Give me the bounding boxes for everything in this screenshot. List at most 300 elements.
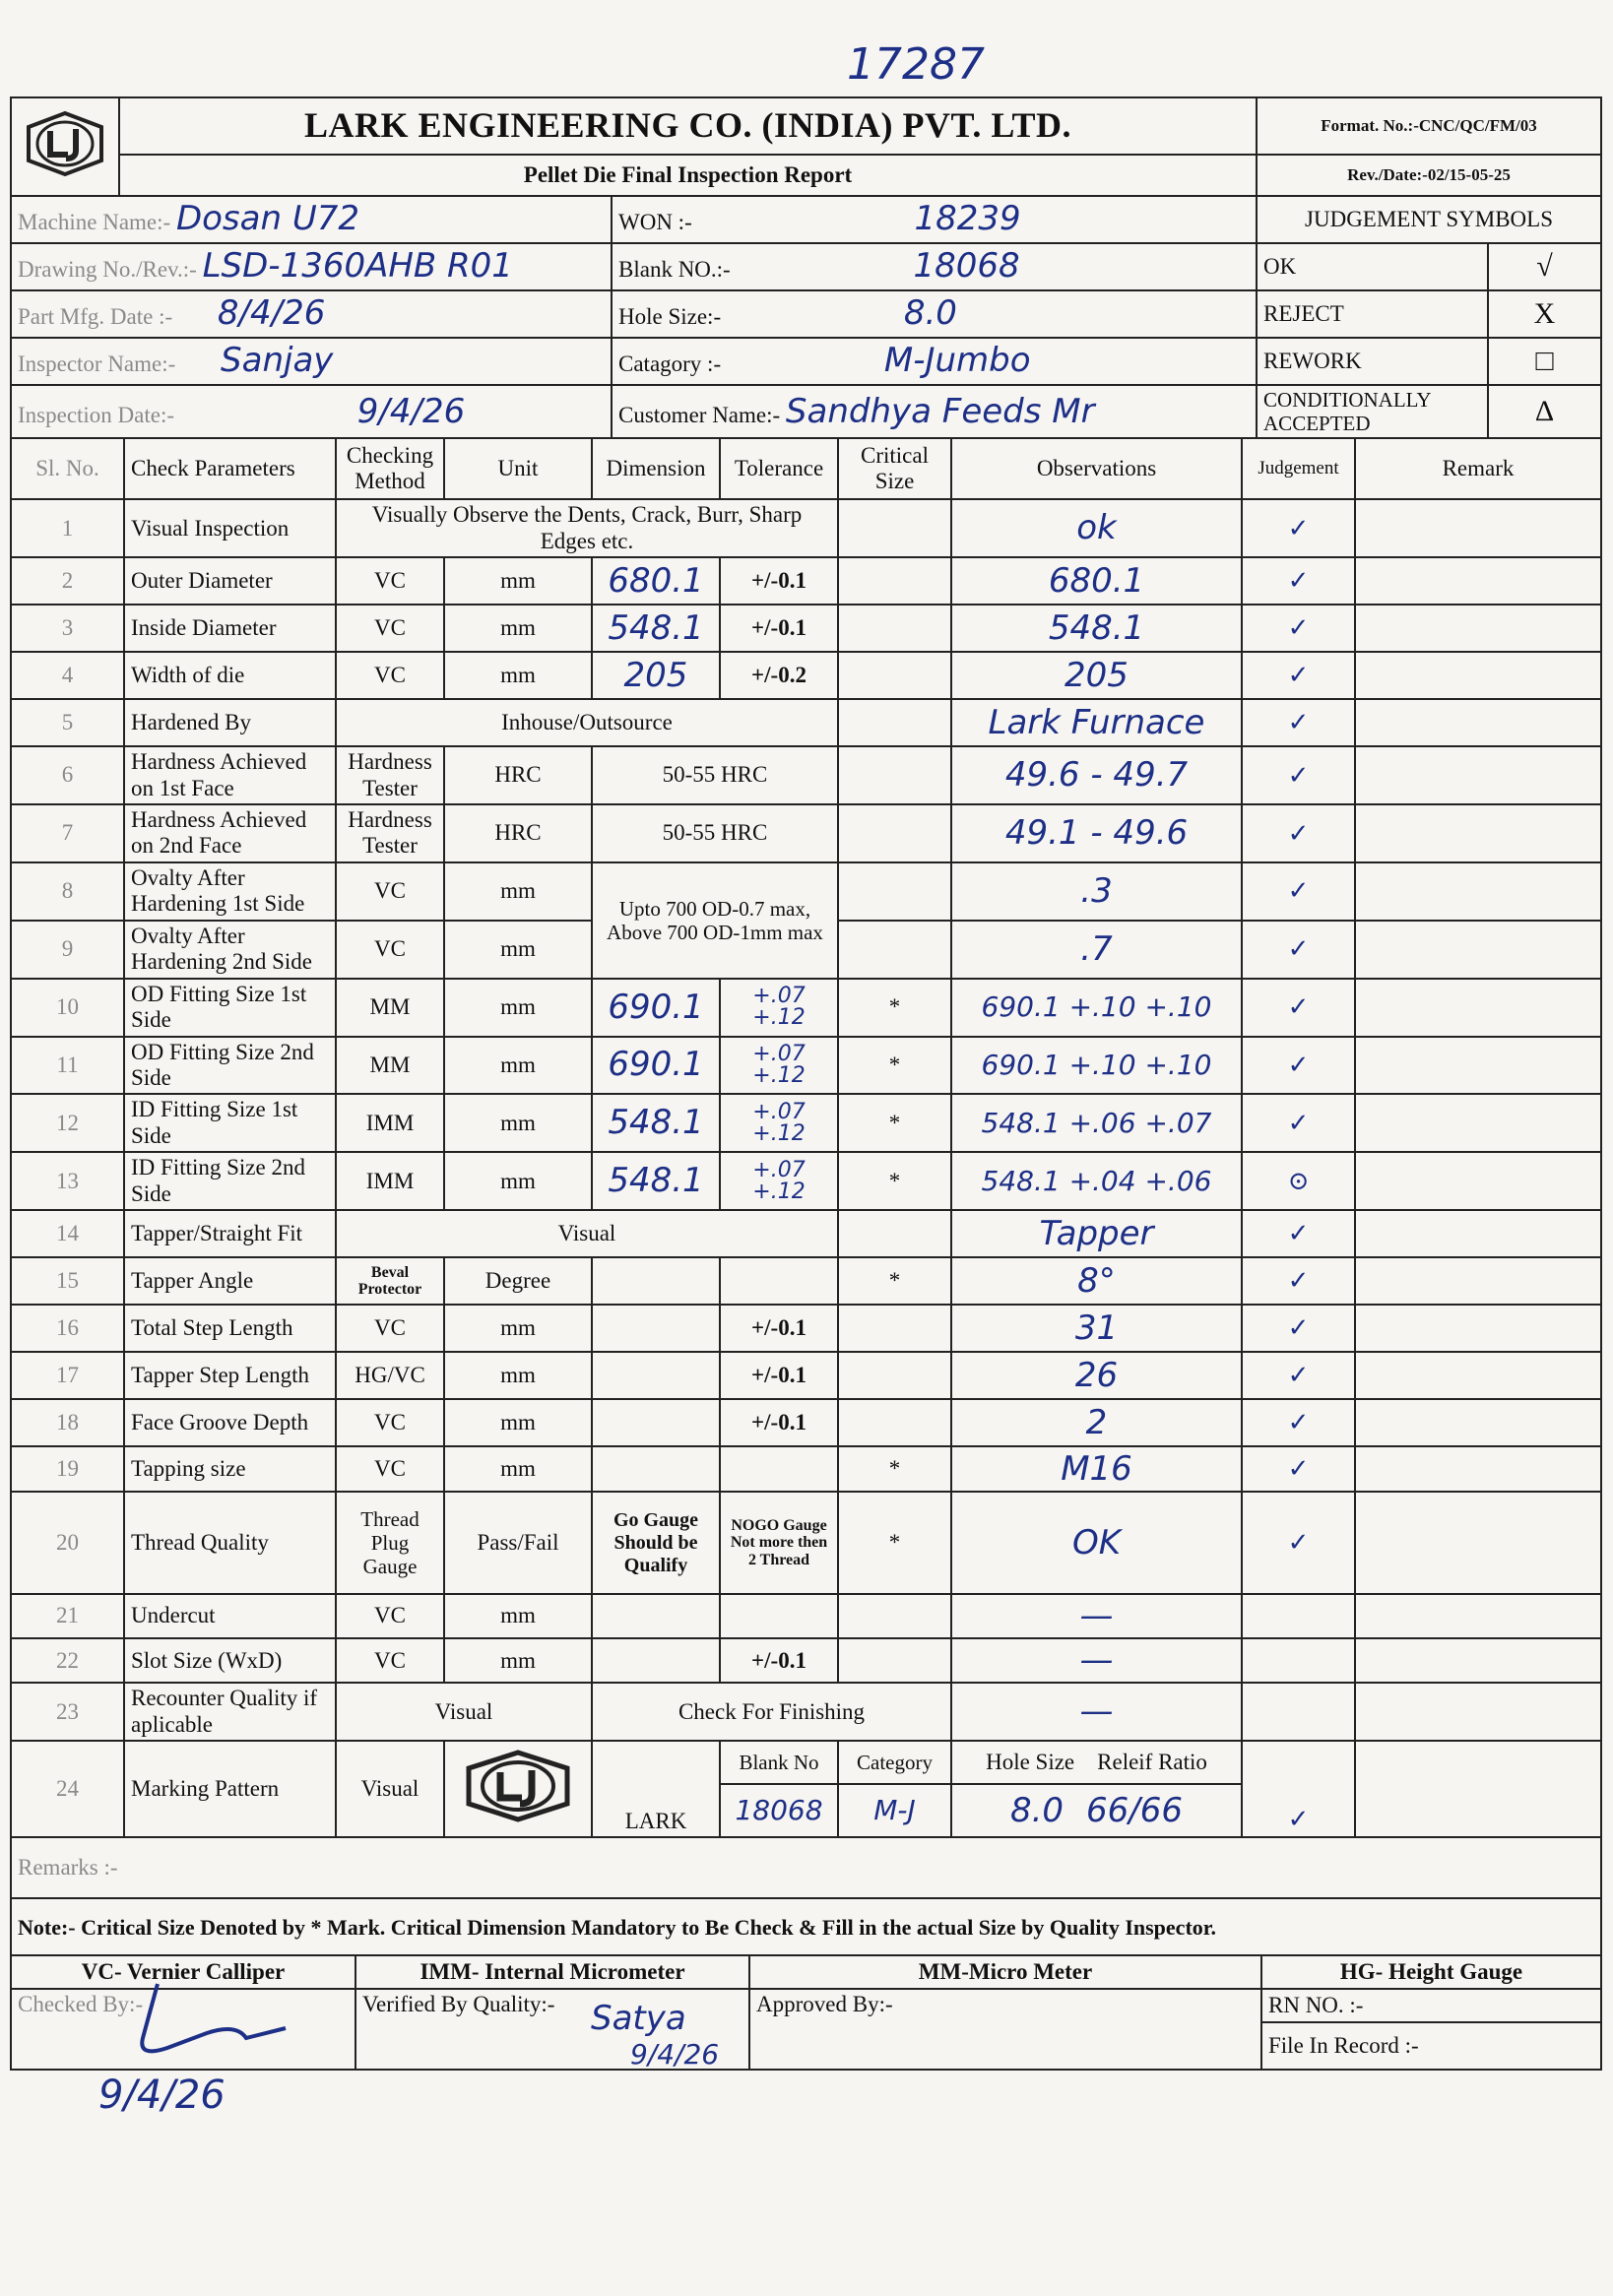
row-unit: HRC	[444, 746, 592, 804]
row-tolerance: +.07 +.12	[720, 1152, 838, 1210]
row-critical	[838, 1305, 951, 1352]
row-unit: mm	[444, 652, 592, 699]
row-judgement: ✓	[1242, 1446, 1355, 1492]
row-critical: *	[838, 1492, 951, 1594]
approved-by-label: Approved By:-	[749, 1989, 1261, 2070]
drawing-label: Drawing No./Rev.:-	[18, 257, 197, 283]
lark-logo-icon	[459, 1749, 577, 1823]
col-method: Checking Method	[336, 438, 444, 499]
symbol-conditional-label: CONDITIONALLY ACCEPTED	[1257, 385, 1488, 438]
row-remark	[1355, 1352, 1601, 1399]
row-method: IMM	[336, 1152, 444, 1210]
row-remark	[1355, 1305, 1601, 1352]
row-unit: mm	[444, 1638, 592, 1683]
machine-name-label: Machine Name:-	[18, 210, 171, 235]
checked-by-label: Checked By:-	[11, 1989, 355, 2070]
row-param: Tapper Angle	[124, 1257, 336, 1305]
drawing-cell	[11, 243, 612, 290]
table-row	[11, 804, 1601, 862]
row-sl: 14	[11, 1210, 124, 1257]
symbol-ok-label: OK	[1257, 243, 1488, 290]
row-remark	[1355, 1446, 1601, 1492]
row-tolerance: +/-0.2	[720, 652, 838, 699]
won-cell	[612, 196, 1257, 243]
row-judgement: ✓	[1242, 1257, 1355, 1305]
row-unit: mm	[444, 1594, 592, 1638]
row-critical: *	[838, 1037, 951, 1095]
table-row	[11, 557, 1601, 605]
row-span-text: 50-55 HRC	[592, 804, 838, 862]
row-sl: 5	[11, 699, 124, 746]
row-critical	[838, 1399, 951, 1446]
row-unit: mm	[444, 605, 592, 652]
inspection-date-value: 9/4/26	[356, 391, 466, 431]
table-row	[11, 1037, 1601, 1095]
table-row	[11, 1683, 1601, 1741]
row-observation: ok	[951, 499, 1242, 557]
category-label: Catagory :-	[618, 351, 722, 377]
row-critical	[838, 699, 951, 746]
header-table	[10, 96, 1602, 439]
symbol-ok: √	[1488, 243, 1601, 290]
symbol-reject: X	[1488, 290, 1601, 338]
row-sl: 13	[11, 1152, 124, 1210]
row-critical	[838, 605, 951, 652]
row-span-text: Visual	[336, 1210, 838, 1257]
inspection-date-label: Inspection Date:-	[18, 402, 175, 427]
row-tolerance	[720, 1446, 838, 1492]
symbol-conditional: Δ	[1488, 385, 1601, 438]
row-span-text: Inhouse/Outsource	[336, 699, 838, 746]
row-dimension: 690.1	[592, 979, 720, 1037]
row-sl: 10	[11, 979, 124, 1037]
table-row	[11, 652, 1601, 699]
row-unit: mm	[444, 979, 592, 1037]
col-observations: Observations	[951, 438, 1242, 499]
row-span-text: 50-55 HRC	[592, 746, 838, 804]
sig2-date: 9/4/26	[630, 2038, 720, 2071]
marking-hole-size-label: Hole Size	[986, 1750, 1075, 1774]
row-sl: 18	[11, 1399, 124, 1446]
critical-note: Note:- Critical Size Denoted by * Mark. Critical Dimension Mandatory to Be Check & Fill in the actual Size by Quality Inspector.	[11, 1898, 1601, 1955]
row-critical	[838, 499, 951, 557]
hole-value: 8.0	[903, 293, 957, 334]
row-dimension: 680.1	[592, 557, 720, 605]
row-critical: *	[838, 1094, 951, 1152]
row-param: Hardness Achieved on 1st Face	[124, 746, 336, 804]
row-observation: 26	[951, 1352, 1242, 1399]
row-method: VC	[336, 1594, 444, 1638]
row-sl: 12	[11, 1094, 124, 1152]
row-dimension	[592, 1352, 720, 1399]
table-row	[11, 1352, 1601, 1399]
row-unit: mm	[444, 921, 592, 979]
table-row	[11, 862, 1601, 921]
row-method: HG/VC	[336, 1352, 444, 1399]
row-dimension: 548.1	[592, 1094, 720, 1152]
col-remark: Remark	[1355, 438, 1601, 499]
row-remark	[1355, 921, 1601, 979]
row-judgement: ✓	[1242, 499, 1355, 557]
row-remark	[1355, 1683, 1601, 1741]
table-row	[11, 699, 1601, 746]
row-critical	[838, 921, 951, 979]
sig1-date: 9/4/26	[98, 2073, 226, 2118]
row-method: Thread Plug Gauge	[336, 1492, 444, 1594]
hole-cell	[612, 290, 1257, 338]
inspection-table	[10, 437, 1602, 1838]
blank-cell	[612, 243, 1257, 290]
row-method-span: Visual	[336, 1683, 592, 1741]
table-row	[11, 1446, 1601, 1492]
row-critical: *	[838, 1257, 951, 1305]
marking-blank-no-label: Blank No	[720, 1741, 838, 1784]
row-tolerance: +/-0.1	[720, 1638, 838, 1683]
col-judgement: Judgement	[1242, 438, 1355, 499]
row-sl: 6	[11, 746, 124, 804]
row-unit: mm	[444, 1446, 592, 1492]
row-observation: OK	[951, 1492, 1242, 1594]
row-remark	[1355, 1210, 1601, 1257]
row-remark	[1355, 746, 1601, 804]
table-row	[11, 1257, 1601, 1305]
row-param: Tapping size	[124, 1446, 336, 1492]
row-dimension-span: Check For Finishing	[592, 1683, 951, 1741]
row-critical	[838, 1210, 951, 1257]
hole-label: Hole Size:-	[618, 304, 722, 330]
table-row	[11, 499, 1601, 557]
marking-releif-value: 66/66	[1086, 1790, 1184, 1830]
row-param: Width of die	[124, 652, 336, 699]
row-sl: 22	[11, 1638, 124, 1683]
row-unit: mm	[444, 557, 592, 605]
row-method: VC	[336, 652, 444, 699]
row-observation: —	[951, 1594, 1242, 1638]
marking-hole-releif-labels	[951, 1741, 1242, 1784]
inspector-value: Sanjay	[221, 341, 334, 381]
marking-category-label: Category	[838, 1741, 951, 1784]
row-observation: 49.6 - 49.7	[951, 746, 1242, 804]
row-tolerance: +/-0.1	[720, 605, 838, 652]
row-sl: 16	[11, 1305, 124, 1352]
row-judgement: ✓	[1242, 557, 1355, 605]
row-unit: mm	[444, 1305, 592, 1352]
row-observation: 548.1 +.04 +.06	[951, 1152, 1242, 1210]
row-remark	[1355, 499, 1601, 557]
row-param: Hardness Achieved on 2nd Face	[124, 804, 336, 862]
row-span-text: Upto 700 OD-0.7 max, Above 700 OD-1mm max	[592, 862, 838, 979]
row-observation: .7	[951, 921, 1242, 979]
row-judgement: ✓	[1242, 1352, 1355, 1399]
row-remark	[1355, 1492, 1601, 1594]
won-label: WON :-	[618, 210, 692, 235]
row-remark	[1355, 1741, 1601, 1837]
row-dimension: 548.1	[592, 605, 720, 652]
lark-logo-icon	[21, 109, 109, 178]
row-dimension	[592, 1257, 720, 1305]
row-method: VC	[336, 1446, 444, 1492]
row-sl: 2	[11, 557, 124, 605]
col-tolerance: Tolerance	[720, 438, 838, 499]
row-remark	[1355, 1152, 1601, 1210]
verified-by-label: Verified By Quality:-	[355, 1989, 749, 2070]
symbol-rework: □	[1488, 338, 1601, 385]
row-tolerance: +.07 +.12	[720, 1037, 838, 1095]
row-sl: 24	[11, 1741, 124, 1837]
table-row	[11, 1305, 1601, 1352]
row-tolerance	[720, 1257, 838, 1305]
row-method: VC	[336, 557, 444, 605]
row-dimension: Go Gauge Should be Qualify	[592, 1492, 720, 1594]
row-remark	[1355, 652, 1601, 699]
inspection-date-cell	[11, 385, 612, 438]
row-dimension	[592, 1399, 720, 1446]
row-sl: 17	[11, 1352, 124, 1399]
row-unit: mm	[444, 1399, 592, 1446]
table-row	[11, 1492, 1601, 1594]
table-row	[11, 1638, 1601, 1683]
row-tolerance: +/-0.1	[720, 1305, 838, 1352]
row-param: ID Fitting Size 1st Side	[124, 1094, 336, 1152]
row-remark	[1355, 1399, 1601, 1446]
row-unit: mm	[444, 1152, 592, 1210]
row-sl: 23	[11, 1683, 124, 1741]
row-tolerance	[720, 1594, 838, 1638]
mfg-date-cell	[11, 290, 612, 338]
marking-blank-no-value: 18068	[720, 1784, 838, 1837]
row-param: Tapper/Straight Fit	[124, 1210, 336, 1257]
row-sl: 21	[11, 1594, 124, 1638]
col-dimension: Dimension	[592, 438, 720, 499]
row-critical	[838, 862, 951, 921]
row-critical	[838, 1352, 951, 1399]
company-logo	[11, 97, 119, 196]
row-sl: 1	[11, 499, 124, 557]
judgement-symbols-title: JUDGEMENT SYMBOLS	[1257, 196, 1601, 243]
category-value: M-Jumbo	[883, 341, 1031, 381]
row-param: Inside Diameter	[124, 605, 336, 652]
row-sl: 19	[11, 1446, 124, 1492]
row-observation: —	[951, 1683, 1242, 1741]
row-observation: 680.1	[951, 557, 1242, 605]
row-param: OD Fitting Size 1st Side	[124, 979, 336, 1037]
inspector-cell	[11, 338, 612, 385]
col-sl: Sl. No.	[11, 438, 124, 499]
row-span-text: Visually Observe the Dents, Crack, Burr, Sharp Edges etc.	[336, 499, 838, 557]
row-tolerance: +/-0.1	[720, 1399, 838, 1446]
row-judgement: ✓	[1242, 804, 1355, 862]
row-method: IMM	[336, 1094, 444, 1152]
marking-logo	[444, 1741, 592, 1837]
row-dimension: 690.1	[592, 1037, 720, 1095]
remarks-label: Remarks :-	[11, 1837, 1601, 1898]
inspection-sheet	[10, 96, 1600, 2071]
format-no: Format. No.:-CNC/QC/FM/03	[1257, 97, 1601, 155]
table-row	[11, 1210, 1601, 1257]
row-critical	[838, 1594, 951, 1638]
marking-releif-label: Releif Ratio	[1097, 1750, 1207, 1774]
col-param: Check Parameters	[124, 438, 336, 499]
row-judgement: ✓	[1242, 1741, 1355, 1837]
row-judgement: ✓	[1242, 862, 1355, 921]
row-method: VC	[336, 921, 444, 979]
row-remark	[1355, 804, 1601, 862]
row-remark	[1355, 605, 1601, 652]
row-method: Beval Protector	[336, 1257, 444, 1305]
col-unit: Unit	[444, 438, 592, 499]
row-observation: 8°	[951, 1257, 1242, 1305]
row-remark	[1355, 699, 1601, 746]
row-method: VC	[336, 605, 444, 652]
row-param: Visual Inspection	[124, 499, 336, 557]
row-judgement: ✓	[1242, 605, 1355, 652]
legend-hg: HG- Height Gauge	[1261, 1955, 1601, 1989]
report-title: Pellet Die Final Inspection Report	[119, 155, 1257, 196]
row-judgement: ✓	[1242, 1094, 1355, 1152]
row-method: Hardness Tester	[336, 746, 444, 804]
marking-category-value: M-J	[838, 1784, 951, 1837]
row-method: VC	[336, 1399, 444, 1446]
row-remark	[1355, 1094, 1601, 1152]
row-judgement: ✓	[1242, 746, 1355, 804]
row-judgement: ✓	[1242, 921, 1355, 979]
row-remark	[1355, 1037, 1601, 1095]
row-observation: M16	[951, 1446, 1242, 1492]
file-in-record-label: File In Record :-	[1261, 2022, 1601, 2070]
table-row	[11, 1094, 1601, 1152]
row-dimension	[592, 1594, 720, 1638]
row-unit: Degree	[444, 1257, 592, 1305]
marking-row	[11, 1741, 1601, 1784]
row-sl: 11	[11, 1037, 124, 1095]
row-observation: 548.1 +.06 +.07	[951, 1094, 1242, 1152]
row-method: VC	[336, 862, 444, 921]
verified-by-signature	[591, 1999, 719, 2071]
row-param: Undercut	[124, 1594, 336, 1638]
marking-lark: LARK	[592, 1741, 720, 1837]
row-judgement: ✓	[1242, 699, 1355, 746]
checked-by-signature	[98, 1979, 295, 2118]
won-value: 18239	[914, 199, 1021, 239]
row-dimension	[592, 1305, 720, 1352]
row-param: Total Step Length	[124, 1305, 336, 1352]
row-sl: 4	[11, 652, 124, 699]
row-critical	[838, 557, 951, 605]
row-param: Outer Diameter	[124, 557, 336, 605]
row-dimension: 205	[592, 652, 720, 699]
row-observation: Lark Furnace	[951, 699, 1242, 746]
row-observation: —	[951, 1638, 1242, 1683]
col-critical: Critical Size	[838, 438, 951, 499]
row-method: VC	[336, 1638, 444, 1683]
symbol-reject-label: REJECT	[1257, 290, 1488, 338]
row-sl: 7	[11, 804, 124, 862]
row-tolerance: +/-0.1	[720, 557, 838, 605]
mfg-date-label: Part Mfg. Date :-	[18, 304, 173, 330]
marking-hole-releif-values	[951, 1784, 1242, 1837]
row-unit: Pass/Fail	[444, 1492, 592, 1594]
row-tolerance: +.07 +.12	[720, 979, 838, 1037]
row-method: VC	[336, 1305, 444, 1352]
row-param: Recounter Quality if aplicable	[124, 1683, 336, 1741]
row-tolerance: NOGO Gauge Not more then 2 Thread	[720, 1492, 838, 1594]
row-remark	[1355, 1638, 1601, 1683]
marking-hole-size-value: 8.0	[1009, 1790, 1065, 1830]
row-judgement: ✓	[1242, 1037, 1355, 1095]
column-header-row	[11, 438, 1601, 499]
row-observation: 205	[951, 652, 1242, 699]
row-unit: mm	[444, 1037, 592, 1095]
row-dimension	[592, 1638, 720, 1683]
row-sl: 3	[11, 605, 124, 652]
row-unit: mm	[444, 1352, 592, 1399]
row-param: ID Fitting Size 2nd Side	[124, 1152, 336, 1210]
row-sl: 9	[11, 921, 124, 979]
row-param: OD Fitting Size 2nd Side	[124, 1037, 336, 1095]
row-observation: 548.1	[951, 605, 1242, 652]
row-remark	[1355, 979, 1601, 1037]
legend-imm: IMM- Internal Micrometer	[355, 1955, 749, 1989]
drawing-value: LSD-1360AHB R01	[202, 246, 513, 287]
row-judgement	[1242, 1683, 1355, 1741]
rn-no-label: RN NO. :-	[1261, 1989, 1601, 2022]
row-method: MM	[336, 1037, 444, 1095]
row-tolerance: +.07 +.12	[720, 1094, 838, 1152]
row-dimension: 548.1	[592, 1152, 720, 1210]
table-row	[11, 1152, 1601, 1210]
customer-value: Sandhya Feeds Mr	[785, 391, 1095, 431]
row-observation: 690.1 +.10 +.10	[951, 1037, 1242, 1095]
customer-cell	[612, 385, 1257, 438]
legend-mm: MM-Micro Meter	[749, 1955, 1261, 1989]
row-unit: HRC	[444, 804, 592, 862]
row-param: Ovalty After Hardening 1st Side	[124, 862, 336, 921]
company-name: LARK ENGINEERING CO. (INDIA) PVT. LTD.	[119, 97, 1257, 155]
row-param: Marking Pattern	[124, 1741, 336, 1837]
row-observation: .3	[951, 862, 1242, 921]
row-param: Hardened By	[124, 699, 336, 746]
row-critical	[838, 1638, 951, 1683]
table-row	[11, 605, 1601, 652]
row-sl: 20	[11, 1492, 124, 1594]
row-observation: 49.1 - 49.6	[951, 804, 1242, 862]
rev-date: Rev./Date:-02/15-05-25	[1257, 155, 1601, 196]
row-observation: Tapper	[951, 1210, 1242, 1257]
row-critical: *	[838, 979, 951, 1037]
row-judgement: ✓	[1242, 1492, 1355, 1594]
row-judgement: ✓	[1242, 1210, 1355, 1257]
signature-mark	[98, 1979, 295, 2068]
row-remark	[1355, 1257, 1601, 1305]
blank-value: 18068	[913, 246, 1020, 287]
top-number: 17287	[847, 39, 985, 90]
customer-label: Customer Name:-	[618, 402, 781, 427]
row-unit: mm	[444, 1094, 592, 1152]
row-param: Face Groove Depth	[124, 1399, 336, 1446]
table-row	[11, 1399, 1601, 1446]
row-method: MM	[336, 979, 444, 1037]
row-param: Thread Quality	[124, 1492, 336, 1594]
row-method: Visual	[336, 1741, 444, 1837]
machine-name-value: Dosan U72	[175, 199, 359, 239]
row-param: Slot Size (WxD)	[124, 1638, 336, 1683]
row-observation: 690.1 +.10 +.10	[951, 979, 1242, 1037]
row-param: Tapper Step Length	[124, 1352, 336, 1399]
symbol-rework-label: REWORK	[1257, 338, 1488, 385]
row-critical: *	[838, 1446, 951, 1492]
sig2-name: Satya	[591, 1999, 686, 2038]
inspector-label: Inspector Name:-	[18, 351, 176, 377]
